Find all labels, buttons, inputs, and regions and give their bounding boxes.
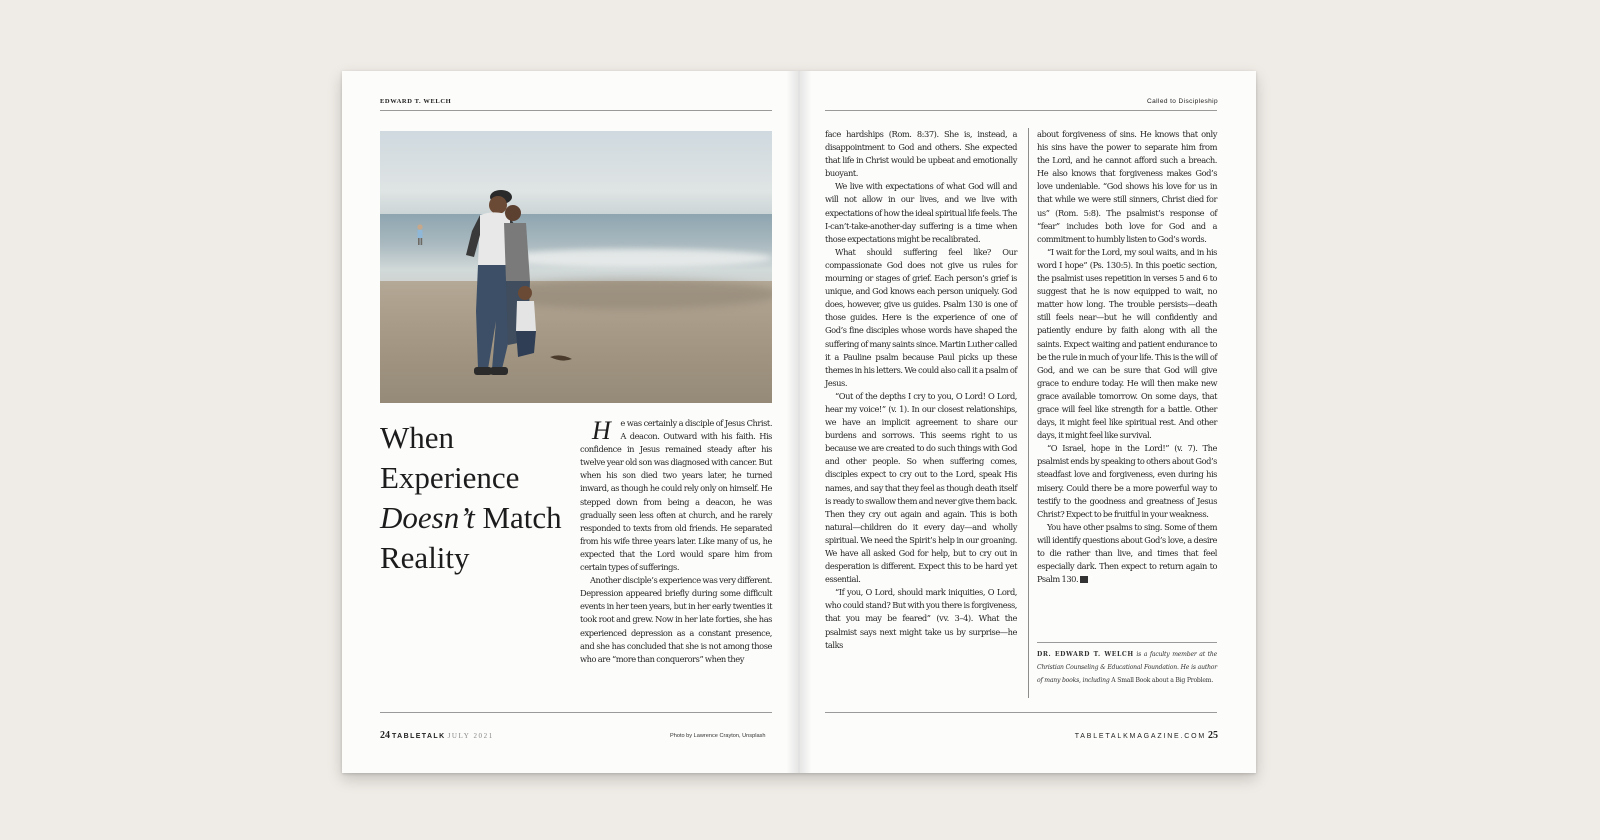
photo-figures xyxy=(380,131,772,403)
bio-name: DR. EDWARD T. WELCH xyxy=(1037,651,1134,658)
right-body-column-2 xyxy=(1037,128,1217,586)
paragraph-text: You have other psalms to sing. Some of them will identify questions about God’s love, a desire to die rather than live, and times that feel especially dark. Then expect to return again to Psalm 130. xyxy=(1037,521,1217,585)
column-divider xyxy=(1028,128,1029,698)
headline-line-3-rest: Match xyxy=(474,500,562,535)
header-rule xyxy=(825,110,1217,111)
right-footer xyxy=(1075,730,1218,741)
page-number: 25 xyxy=(1208,730,1218,741)
body-paragraph: “I wait for the Lord, my soul waits, and in his word I hope” (Ps. 130:5). In this poetic section, the psalmist uses repetition in verses 5 and 6 to suggest that he is now equipped to wait, no matter how long. The trouble persists—death still feels near—but he will confidently and patiently endure by faith along with all the saints. Expect waiting and patient endurance to be the rule in much of your life. This is the will of God, and we can be sure that God will give grace to endure today. He will then make new grace available tomorrow. On some days, that grace will feel like strength for a battle. Other days, it might feel like spiritual rest. And other days, it might feel like survival. xyxy=(1037,246,1217,441)
photo-credit: Photo by Lawrence Crayton, Unsplash xyxy=(670,733,766,739)
headline-line-1: When xyxy=(380,420,455,455)
bio-text-end: . xyxy=(1211,676,1214,684)
headline-line-4: Reality xyxy=(380,540,470,575)
website: TABLETALKMAGAZINE.COM xyxy=(1074,733,1206,740)
issue-date: JULY 2021 xyxy=(447,732,494,740)
body-paragraph: about forgiveness of sins. He knows that only his sins have the power to separate him from the Lord, and he cannot afford such a breach. He also knows that forgiveness makes God’s love undeniable. “God shows his love for us in that while we were still sinners, Christ died for us” (Rom. 5:8). The psalmist’s response of “fear” includes both love for God and a commitment to humbly listen to God’s words. xyxy=(1037,129,1217,244)
beach-photo xyxy=(380,131,772,403)
left-page xyxy=(342,71,799,773)
body-paragraph: What should suffering feel like? Our compassionate God does not give us rules for mourning or stages of grief. Each person’s grief is unique, and God knows each person uniquely. God does, however, give us guides. Psalm 130 is one of those guides. Here is the experience of one of God’s fine disciples whose words have shaped the suffering of many saints since. Martin Luther called it a Pauline psalm because Paul picks up these themes in his letters. We could also call it a psalm of Jesus. xyxy=(825,246,1017,388)
article-headline xyxy=(380,418,570,578)
body-paragraph: face hardships (Rom. 8:37). She is, instead, a disappointment to God and others. She expected that life in Christ would be upbeat and emotionally buoyant. xyxy=(825,129,1017,179)
author-running-head: EDWARD T. WELCH xyxy=(380,98,452,105)
magazine-spread xyxy=(342,71,1256,773)
body-paragraph: “O Israel, hope in the Lord!” (v. 7). The psalmist ends by speaking to others about God’s steadfast love and forgiveness, even during his misery. Could there be a more powerful way to testify to the goodness and greatness of Jesus Christ? Expect to be fruitful in your weakness. xyxy=(1037,443,1217,519)
headline-italic-word: Doesn’t xyxy=(380,500,475,535)
right-page xyxy=(799,71,1256,773)
body-paragraph: “Out of the depths I cry to you, O Lord! O Lord, hear my voice!” (v. 1). In our closest relationships, we have an implicit agreement to share our burdens and sorrows. This seems right to us because we are created to do such things with God and other people. So when suffering comes, disciples expect to cry out to the Lord, speak His names, and say that they feel as though death itself is ready to swallow them and never give them back. Then they cry out again and again. This is both natural—children do it every day—and wholly spiritual. We need the Spirit’s help in our groaning. We have all asked God for help, but to cry out in desperation is different. Expect this to be hard yet essential. xyxy=(825,390,1017,585)
bio-rule xyxy=(1037,642,1217,643)
body-paragraph xyxy=(1037,521,1217,586)
distant-child-figure xyxy=(417,224,422,245)
headline-line-3 xyxy=(380,498,570,538)
paragraph-text: e was certainly a disciple of Jesus Christ. A deacon. Outward with his faith. His confidence in Jesus remained steady after his twelve year old son was diagnosed with cancer. But when his son died two years later, he turned inward, as though he could rely only on himself. He stepped down from being a deacon, he was gradually seen less often at church, and he rarely responded to texts from old friends. He separated from his wife three years later. Like many of us, he expected that the Lord would spare him from certain types of sufferings. xyxy=(580,418,772,573)
bio-book-title: A Small Book about a Big Problem xyxy=(1111,676,1212,684)
header-rule xyxy=(380,110,772,111)
left-footer xyxy=(380,730,494,741)
seaweed xyxy=(550,355,572,360)
footer-rule xyxy=(380,712,772,713)
bio-text: is a faculty member at the Christian Counseling & Educational Foundation. He is author of many books, including xyxy=(1037,651,1217,684)
page-number: 24 xyxy=(380,730,390,741)
body-paragraph xyxy=(580,417,772,574)
footer-rule xyxy=(825,712,1217,713)
end-mark-icon: T xyxy=(1080,576,1088,583)
body-paragraph: We live with expectations of what God will and will not allow in our lives, and we live with expectations of how the ideal spiritual life feels. The I-can’t-take-another-day suffering is a time when those expectations might be recalibrated. xyxy=(825,181,1017,244)
headline-line-2: Experience xyxy=(380,460,520,495)
right-body-column-1 xyxy=(825,128,1017,652)
author-bio xyxy=(1037,649,1217,688)
section-running-head: Called to Discipleship xyxy=(1147,98,1218,105)
magazine-name: TABLETALK xyxy=(392,733,446,740)
left-body-column xyxy=(580,417,772,666)
body-paragraph: “If you, O Lord, should mark iniquities, O Lord, who could stand? But with you there is forgiveness, that you may be feared” (vv. 3–4). What the psalmist says next might take us by surprise—he talks xyxy=(825,587,1017,650)
drop-cap: H xyxy=(592,416,611,445)
body-paragraph: Another disciple’s experience was very different. Depression appeared briefly during some difficult events in her teen years, but in her early twenties it took root and grew. Now in her late forties, she has experienced depression as a constant presence, and she has concluded that she is not among those who are “more than conquerors” when they xyxy=(580,575,772,664)
